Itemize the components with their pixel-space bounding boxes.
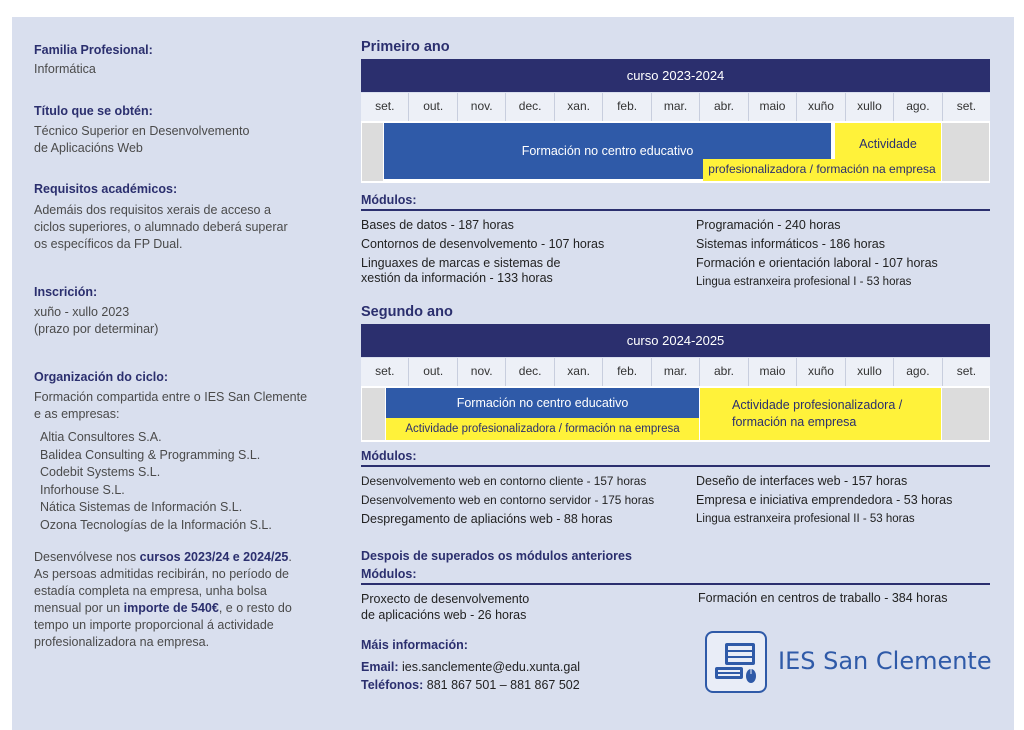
year1-modules-right <box>696 218 938 290</box>
divider <box>361 465 990 467</box>
list-item: xestión da información - 133 horas <box>361 271 553 285</box>
list-item: Linguaxes de marcas e sistemas de <box>361 256 561 270</box>
school-name: IES San Clemente <box>778 647 992 675</box>
list-item: Desenvolvemento web en contorno servidor - 175 horas <box>361 493 655 507</box>
list-item: Desenvolvemento web en contorno cliente - 157 horas <box>361 474 647 488</box>
list-item: Contornos de desenvolvemento - 107 horas <box>361 237 605 251</box>
list-item: Deseño de interfaces web - 157 horas <box>696 474 908 488</box>
titulo-value: Técnico Superior en Desenvolvemento de Aplicacións Web <box>34 124 250 155</box>
contact-info: Email: ies.sanclemente@edu.xunta.gal Teléfonos: 881 867 501 – 881 867 502 <box>361 660 581 692</box>
year1-modules-label: Módulos: <box>361 193 417 207</box>
year2-gap-start <box>362 388 385 440</box>
list-item: Inforhouse S.L. <box>40 482 125 497</box>
list-item: Lingua estranxeira profesional II - 53 horas <box>696 513 915 525</box>
company-list <box>40 429 272 534</box>
year2-months: set. out. nov. dec. xan. feb. mar. abr. maio xuño xullo ago. set. <box>361 358 990 386</box>
year2-yellow-band: Actividade profesionalizadora / formación na empresa <box>386 418 699 440</box>
year1-modules-left <box>361 218 604 286</box>
after-modules-label: Módulos: <box>361 567 417 581</box>
list-item: Altia Consultores S.A. <box>40 430 162 444</box>
year1-yellow-label-1: Actividade <box>859 137 917 151</box>
year1-school-block: Formación no centro educativo <box>384 123 831 179</box>
inscricion-label: Inscrición: <box>34 285 98 299</box>
year2-gap-end <box>942 388 989 440</box>
year1-months: set. out. nov. dec. xan. feb. mar. abr. maio xuño xullo ago. set. <box>361 93 990 121</box>
list-item: Empresa e iniciativa emprendedora - 53 horas <box>696 493 953 507</box>
list-item: Codebit Systems S.L. <box>40 465 161 479</box>
inscricion-text: xuño - xullo 2023 (prazo por determinar) <box>34 305 159 336</box>
cycle-description: Desenvólvese nos cursos 2023/24 e 2024/25. As persoas admitidas recibirán, no período de estadía completa na empresa, unha bolsa mensual por un importe de 540€, e o resto do tempo un importe proporcional á actividade profesionalizadora na empresa. <box>34 550 292 649</box>
organizacion-label: Organización do ciclo: <box>34 370 169 384</box>
titulo-label: Título que se obtén: <box>34 104 153 118</box>
list-item: Lingua estranxeira profesional I - 53 horas <box>696 276 912 288</box>
after-title: Despois de superados os módulos anteriores <box>361 549 632 563</box>
year1-gap-start <box>362 123 383 181</box>
info-title: Máis información: <box>361 638 468 652</box>
year2-school-block: Formación no centro educativo <box>386 388 699 418</box>
year2-modules-label: Módulos: <box>361 449 417 463</box>
list-item: Nática Sistemas de Información S.L. <box>40 500 243 514</box>
year2-modules-left <box>361 474 654 527</box>
year2-yellow-block: Actividade profesionalizadora / formación na empresa <box>700 388 941 440</box>
year1-course-bar: curso 2023-2024 <box>361 59 990 92</box>
year2-title: Segundo ano <box>361 304 453 320</box>
after-module-right: Formación en centros de traballo - 384 horas <box>698 591 948 605</box>
requisitos-label: Requisitos académicos: <box>34 182 178 196</box>
year2-modules-right <box>696 474 952 527</box>
list-item: Sistemas informáticos - 186 horas <box>696 237 885 251</box>
email-link[interactable]: ies.sanclemente@edu.xunta.gal <box>402 660 581 674</box>
year2-course-bar: curso 2024-2025 <box>361 324 990 357</box>
list-item: Programación - 240 horas <box>696 218 841 232</box>
brochure-page <box>12 17 1014 730</box>
familia-value: Informática <box>34 62 96 76</box>
computer-icon <box>705 631 767 693</box>
divider <box>361 209 990 211</box>
familia-label: Familia Profesional: <box>34 43 153 57</box>
list-item: Balidea Consulting & Programming S.L. <box>40 447 261 462</box>
year1-gap-end <box>942 123 989 181</box>
after-module-left: Proxecto de desenvolvemento de aplicacións web - 26 horas <box>361 592 530 622</box>
requisitos-text: Ademáis dos requisitos xerais de acceso a ciclos superiores, o alumnado deberá superar os específicos da FP Dual. <box>34 203 288 251</box>
list-item: Ozona Tecnologías de la Información S.L. <box>40 517 272 532</box>
year1-yellow-label-2: profesionalizadora / formación na empresa <box>708 162 936 176</box>
year1-title: Primeiro ano <box>361 39 450 55</box>
organizacion-text: Formación compartida entre o IES San Clemente e as empresas: <box>34 390 308 421</box>
list-item: Despregamento de apliacións web - 88 horas <box>361 512 613 526</box>
phone-numbers: 881 867 501 – 881 867 502 <box>426 678 580 692</box>
divider <box>361 583 990 585</box>
list-item: Formación e orientación laboral - 107 horas <box>696 256 938 270</box>
list-item: Bases de datos - 187 horas <box>361 218 514 232</box>
